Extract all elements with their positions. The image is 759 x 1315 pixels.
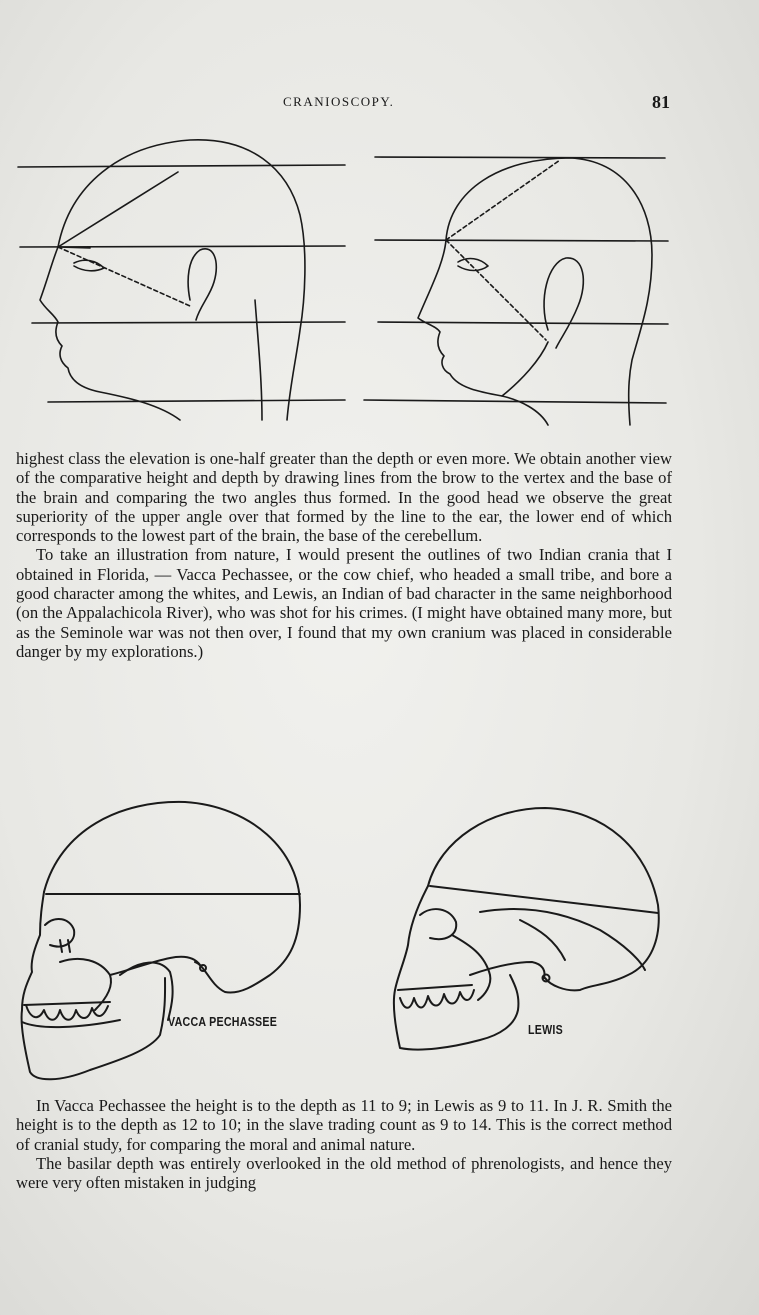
- left-skull-teeth-upper: [24, 1002, 110, 1005]
- text-block-upper: [16, 449, 672, 661]
- text-block-lower: [16, 1096, 672, 1192]
- guide-line-right-2: [375, 240, 668, 241]
- right-head-outline: [446, 158, 652, 425]
- guide-line-right-1: [375, 157, 665, 158]
- left-skull-teeth: [26, 1005, 108, 1020]
- right-skull-cheek: [452, 935, 490, 1000]
- page-number: 81: [652, 92, 670, 112]
- left-skull-nasal: [60, 940, 62, 952]
- angle-line-left-upper: [58, 172, 178, 247]
- left-skull-face: [22, 892, 166, 1079]
- right-skull-horizontal: [430, 886, 658, 913]
- page-header: [0, 92, 759, 116]
- left-skull-cranium: [44, 802, 300, 993]
- right-skull-zygoma: [470, 962, 545, 978]
- right-skull-orbit: [420, 909, 456, 939]
- right-eye: [458, 259, 488, 271]
- skull-label-vacca-pechassee: VACCA PECHASSEE: [168, 1014, 278, 1029]
- guide-line-left-3: [32, 322, 345, 323]
- guide-line-right-3: [378, 322, 668, 324]
- paragraph-4: The basilar depth was entirely overlooked in the old method of phrenologists, and hence they were very often mistaken in judging: [16, 1153, 672, 1193]
- right-skull-teeth: [398, 985, 474, 1008]
- left-skull-mandible: [22, 1020, 120, 1027]
- running-title: CRANIOSCOPY.: [283, 94, 395, 109]
- brow-line-left: [58, 247, 90, 248]
- head-profiles-figure: [0, 120, 759, 440]
- skulls-figure: [0, 790, 759, 1090]
- guide-line-left-1: [18, 165, 345, 167]
- paragraph-3: In Vacca Pechassee the height is to the depth as 11 to 9; in Lewis as 9 to 11. In J. R. Smith the height is to the depth as 12 to 10; in the slave trading count as 9 to 14. This is the correct method of cranial study, for comparing the moral and animal nature.: [16, 1096, 672, 1154]
- angle-line-right-lower: [446, 240, 546, 340]
- paragraph-1: highest class the elevation is one-half greater than the depth or even more. We obtain another view of the comparative height and depth by drawing lines from the brow to the vertex and the base of the brain and comparing the two angles thus formed. In the good head we observe the great superiority of the upper angle over that formed by the line to the ear, the lower end of which corresponds to the lowest part of the brain, the base of the cerebellum.: [16, 449, 672, 546]
- right-ear: [544, 258, 583, 348]
- skull-label-lewis: LEWIS: [528, 1022, 563, 1037]
- guide-line-left-4: [48, 400, 345, 402]
- left-face-outline: [40, 247, 180, 420]
- right-skull-suture: [520, 920, 565, 960]
- right-jaw: [502, 342, 548, 396]
- right-skull-temporal: [480, 909, 645, 970]
- angle-line-left-lower: [58, 247, 190, 306]
- angle-line-right-upper: [446, 160, 560, 240]
- left-head-outline: [58, 140, 305, 420]
- left-ear: [188, 249, 216, 320]
- left-neck: [255, 300, 262, 420]
- right-face-outline: [418, 240, 548, 425]
- paragraph-2: To take an illustration from nature, I would present the outlines of two Indian crania that I obtained in Florida, — Vacca Pechassee, or the cow chief, who headed a small tribe, and bore a good character among the whites, and Lewis, an Indian of bad character in the same neighborhood (on the Appalachicola River), who was shot for his crimes. (I might have obtained many more, but as the Seminole war was not then over, I found that my own cranium was placed in considerable danger by my explorations.): [16, 545, 672, 661]
